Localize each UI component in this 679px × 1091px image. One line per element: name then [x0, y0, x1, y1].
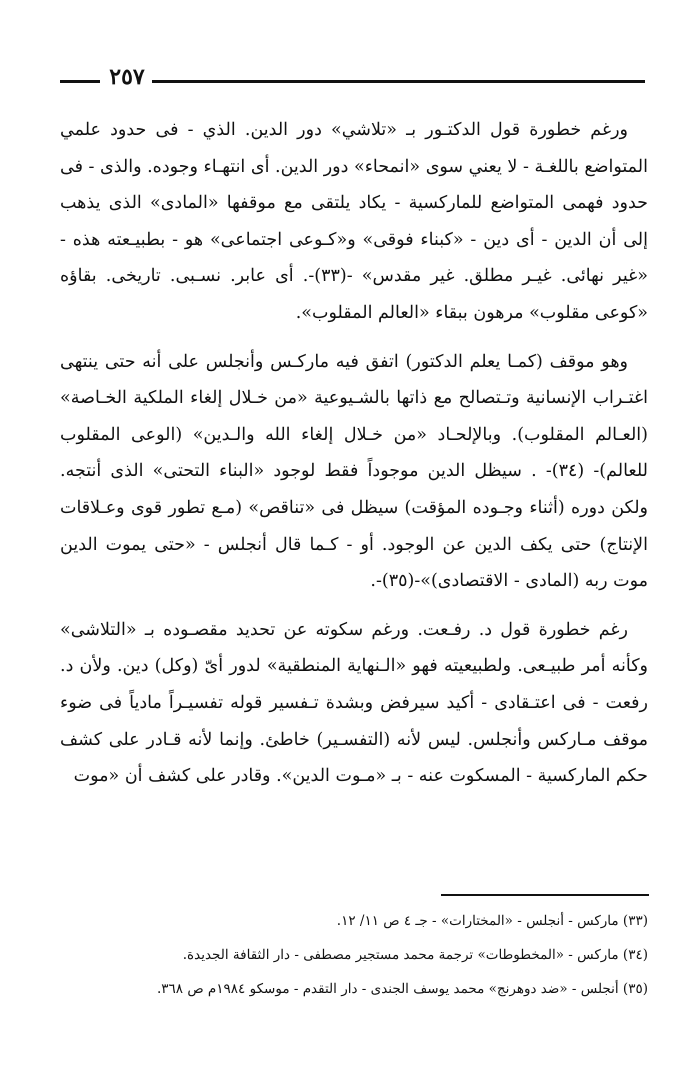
paragraph-3: رغم خطورة قول د. رفـعت. ورغم سكوته عن تحديد مقصـوده بـ «التلاشى» وكأنه أمر طبيـعى. ولطبيعيته فهو «الـنهاية المنطقية» لدور أىّ (وكل) دين. ولأن د. رفعت - فى اعتـقادى - أكيد سيرفض وبشدة تـفسير قوله تفسيـراً مادياً فى ضوء موقف مـاركس وأنجلس. ليس لأنه (التفسـير) خاطئ. وإنما لأنه قـادر على كشف حكم الماركسية - المسكوت عنه - بـ «مـوت الدين». وقادر على كشف أن «موت	[60, 619, 648, 787]
footnote-35: (٣٥) أنجلس - «ضد دوهرنج» محمد يوسف الجندى - دار التقدم - موسكو ١٩٨٤م ص ٣٦٨.	[156, 981, 648, 997]
footnotes	[60, 904, 648, 1006]
footnote-separator	[441, 894, 649, 896]
paragraph-1: ورغم خطورة قول الدكتـور بـ «تلاشي» دور الدين. الذي - فى حدود علمي المتواضع باللغـة - لا يعني سوى «انمحاء» دور الدين. أى انتهـاء وجوده. والذى - فى حدود فهمى المتواضع للماركسية - يكاد يلتقى مع موقفها «المادى» الذى يذهب إلى أن الدين - أى دين - «كبناء فوقى» و«كـوعى اجتماعى» هو - بطبيـعته هذه - «غير نهائى. غيـر مطلق. غير مقدس» -(٣٣)-. أى عابر. نسـبى. تاريخى. بقاؤه «كوعى مقلوب» مرهون ببقاء «العالم المقلوب».	[60, 120, 648, 323]
main-text	[60, 112, 648, 795]
footnote-33: (٣٣) ماركس - أنجلس - «المختارات» - جـ ٤ ص ١١/ ١٢.	[336, 913, 648, 929]
paragraph-2: وهو موقف (كمـا يعلم الدكتور) اتفق فيه ماركـس وأنجلس على أنه حتى ينتهى اغتـراب الإنسانية وتـتصالح مع ذاتها بالشـيوعية «من خـلال إلغاء الملكية الخـاصة» (العـالم المقلوب). وبالإلحـاد «من خـلال إلغاء الله والـدين» (الوعى المقلوب للعالم)- (٣٤)- . سيظل الدين موجوداً فقط لوجود «البناء التحتى» الذى أنتجه. ولكن دوره (أثناء وجـوده المؤقت) سيظل فى «تناقص» (مـع تطور قوى وعـلاقات الإنتاج) حتى يكف الدين عن الوجود. أو - كـما قال أنجلس - «حتى يموت الدين موت ربه (المادى - الاقتصادى)»-(٣٥)-.	[60, 351, 648, 592]
header-rule-short	[60, 80, 100, 83]
header-rule-long	[152, 80, 645, 83]
page-header	[60, 62, 645, 92]
footnote-34: (٣٤) ماركس - «المخطوطات» ترجمة محمد مستجير مصطفى - دار الثقافة الجديدة.	[182, 947, 648, 963]
page-number: ٢٥٧	[109, 64, 145, 90]
